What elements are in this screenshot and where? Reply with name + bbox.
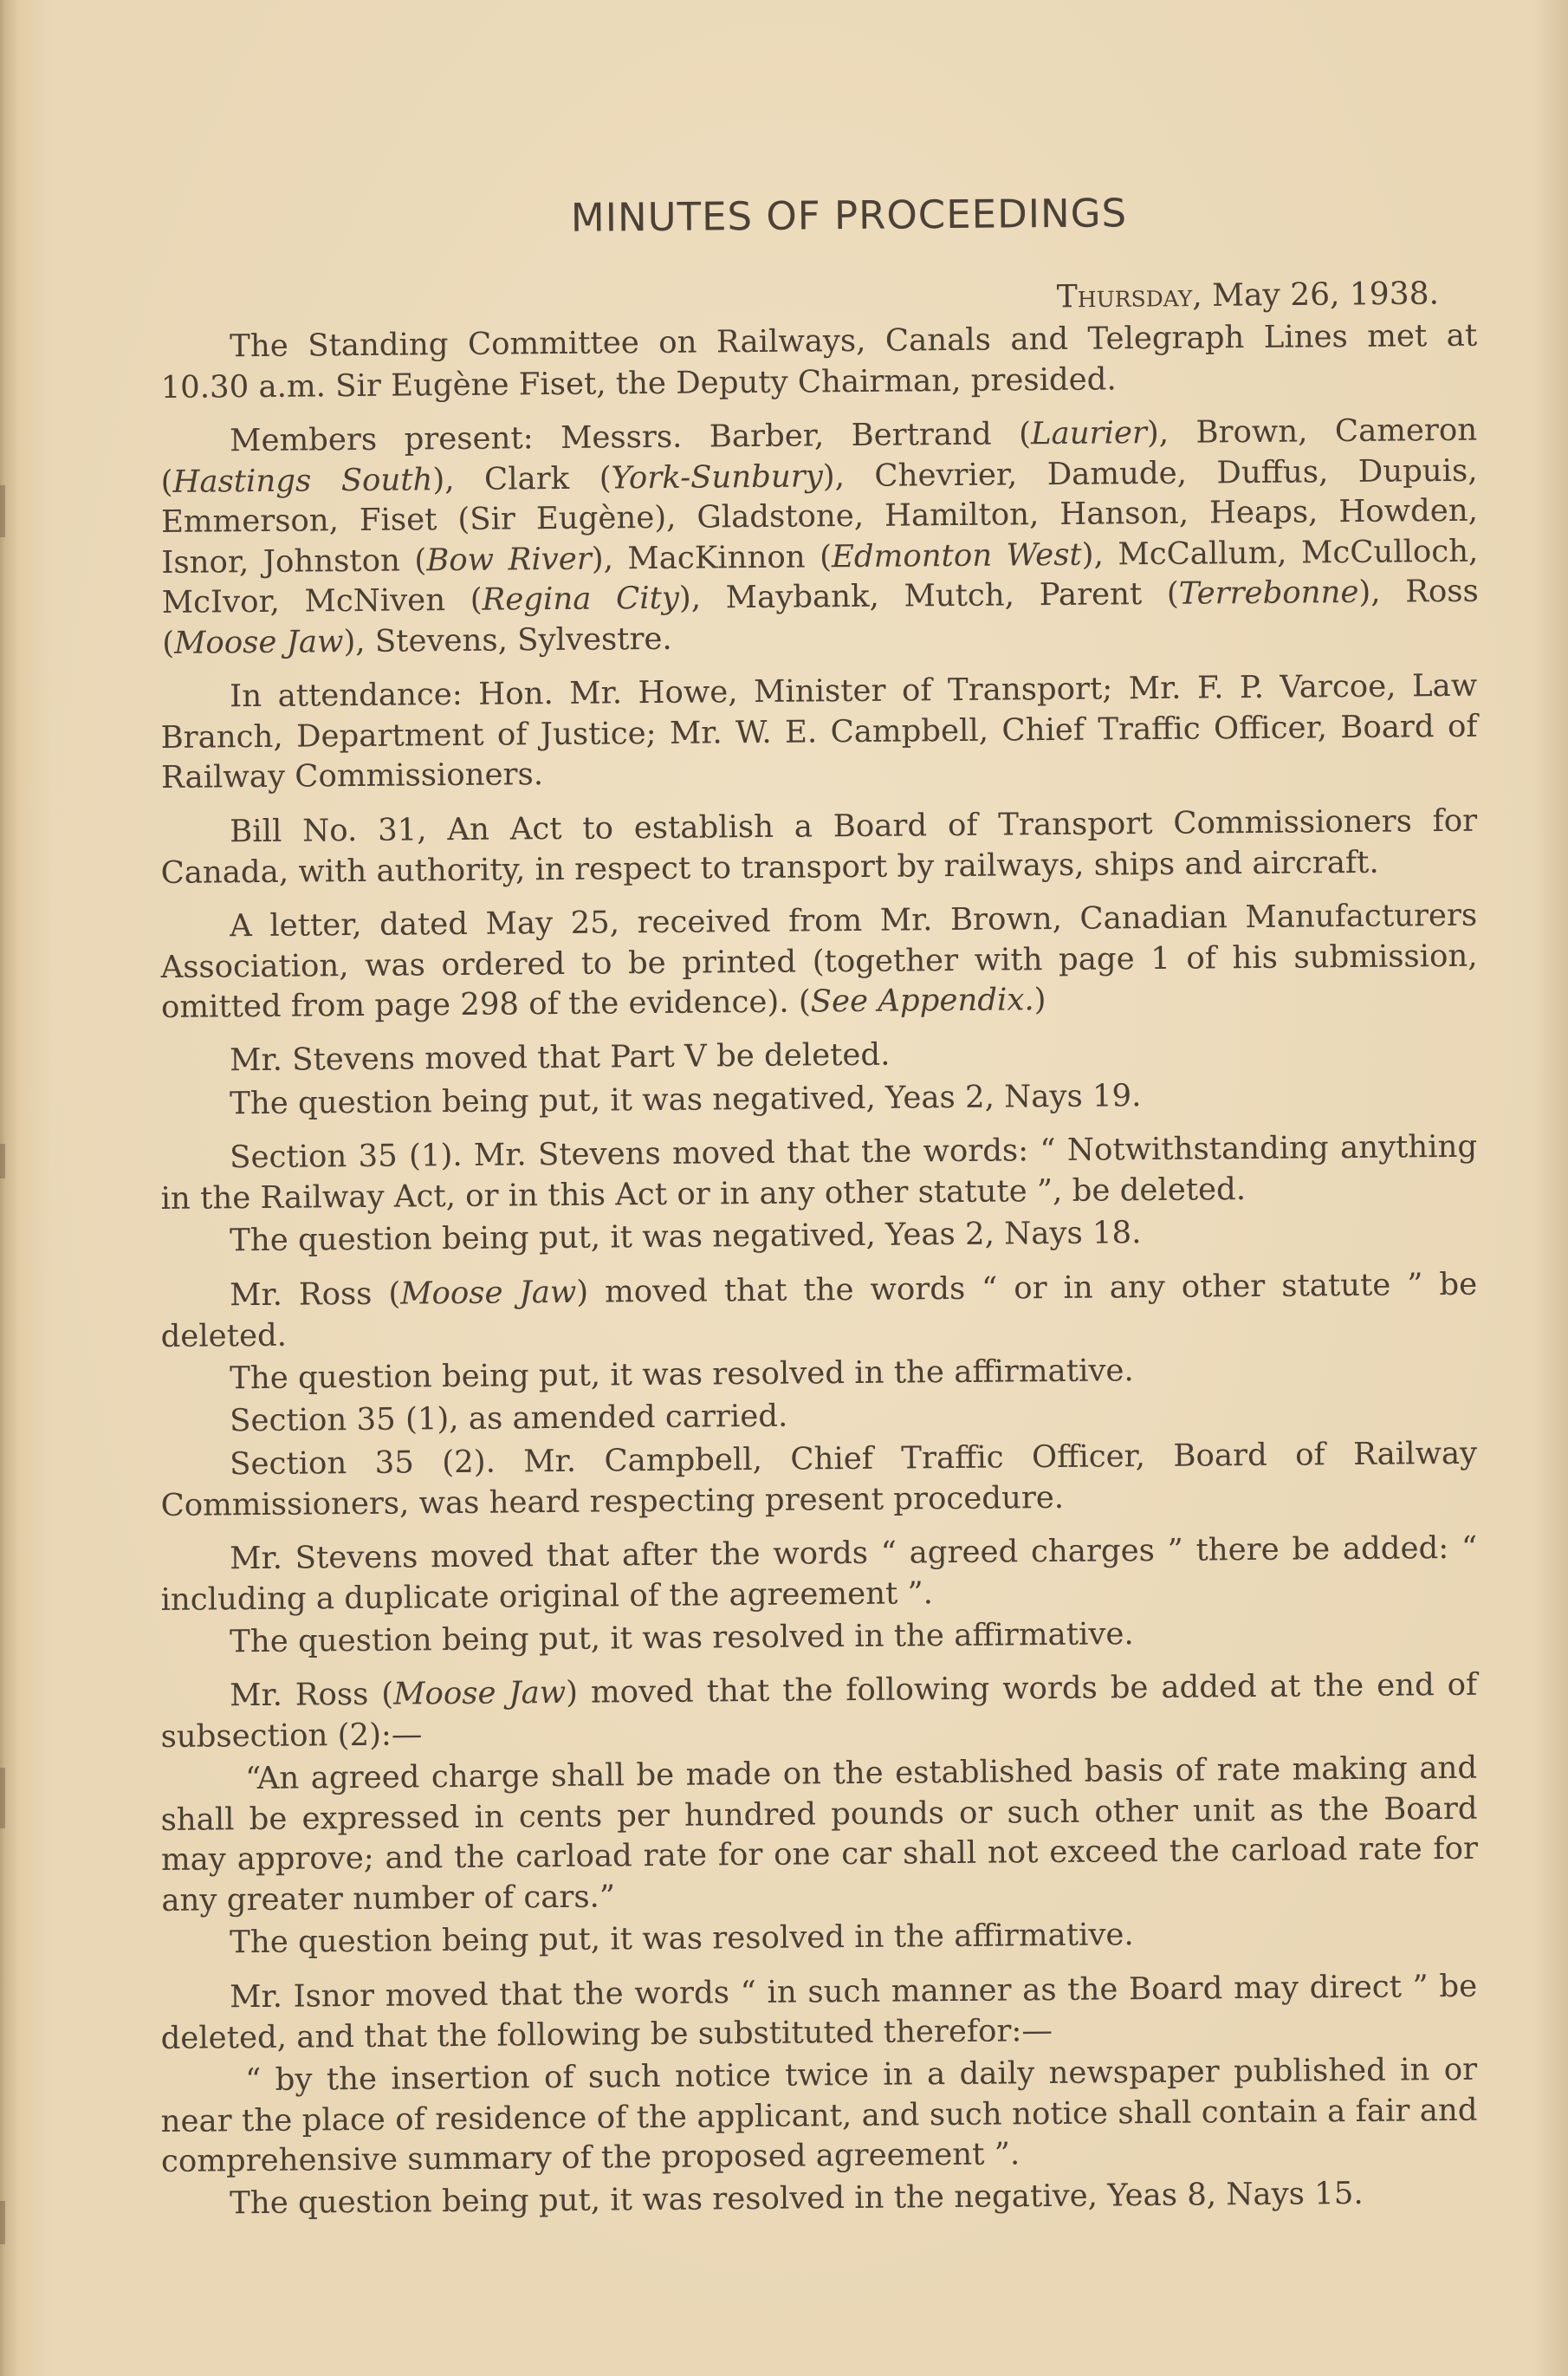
paragraph-motion: Mr. Ross (Moose Jaw) moved that the following words be added at the end of subsection (2):—: [160, 1666, 1478, 1755]
paragraph-vote-result: The question being put, it was resolved in the affirmative.: [230, 1917, 1134, 1961]
paragraph-motion: Mr. Stevens moved that Part V be deleted.: [230, 1036, 891, 1079]
page-title: MINUTES OF PROCEEDINGS: [570, 190, 1128, 241]
paragraph-quoted-amendment: “ by the insertion of such notice twice in a daily newspaper published in or near the place of residence of the applicant, and such notice shall contain a fair and comprehensive summary of the proposed agreement ”.: [160, 2051, 1478, 2179]
dateline-weekday: Thursday: [1056, 278, 1193, 315]
paragraph-meeting-opened: The Standing Committee on Railways, Canals and Telegraph Lines met at 10.30 a.m. Sir Eugène Fiset, the Deputy Chairman, presided.: [160, 317, 1478, 406]
dateline: [160, 276, 1439, 323]
page-edge-mark: [0, 1144, 5, 1178]
paragraph-vote-result: The question being put, it was resolved in the affirmative.: [230, 1615, 1134, 1659]
paragraph-motion: Section 35 (1). Mr. Stevens moved that the words: “ Notwithstanding anything in the Railway Act, or in this Act or in any other statute ”, be deleted.: [160, 1128, 1478, 1217]
minutes-body: [160, 317, 1479, 2225]
dateline-date: , May 26, 1938.: [1192, 276, 1440, 315]
paragraph-motion: Mr. Stevens moved that after the words “ agreed charges ” there be added: “ including a duplicate original of the agreement ”.: [160, 1529, 1478, 1617]
paragraph-letter: A letter, dated May 25, received from Mr. Brown, Canadian Manufacturers Association, was ordered to be printed (together with page 1 of his submission, omitted from page 298 of the evidence). (See Appendix.): [160, 897, 1478, 1025]
paragraph-in-attendance: In attendance: Hon. Mr. Howe, Minister of Transport; Mr. F. P. Varcoe, Law Branch, Department of Justice; Mr. W. E. Campbell, Chief Traffic Officer, Board of Railway Commissioners.: [160, 667, 1478, 795]
page-edge-mark: [0, 485, 5, 537]
paragraph-members-present: Members present: Messrs. Barber, Bertrand (Laurier), Brown, Cameron (Hastings South), Clark (York-Sunbury), Chevrier, Damude, Duffus, Dupuis, Emmerson, Fiset (Sir Eugène), Gladstone, Hamilton, Hanson, Heaps, Howden, Isnor, Johnston (Bow River), MacKinnon (Edmonton West), McCallum, McCulloch, McIvor, McNiven (Regina City), Maybank, Mutch, Parent (Terrebonne), Ross (Moose Jaw), Stevens, Sylvestre.: [160, 412, 1479, 661]
paragraph-motion: Mr. Isnor moved that the words “ in such manner as the Board may direct ” be deleted, and that the following be substituted therefor:—: [160, 1968, 1478, 2055]
page-edge-mark: [0, 2201, 5, 2244]
paragraph-vote-result: The question being put, it was resolved in the affirmative.: [230, 1352, 1134, 1396]
paragraph-vote-result: The question being put, it was negatived, Yeas 2, Nays 19.: [230, 1077, 1142, 1121]
paragraph-motion: Mr. Ross (Moose Jaw) moved that the words “ or in any other statute ” be deleted.: [160, 1266, 1478, 1354]
paragraph-section-heard: Section 35 (2). Mr. Campbell, Chief Traffic Officer, Board of Railway Commissioners, was heard respecting present procedure.: [160, 1435, 1478, 1522]
page-edge-mark: [0, 1768, 5, 1828]
paragraph-vote-result: The question being put, it was negatived, Yeas 2, Nays 18.: [230, 1215, 1142, 1259]
document-page: [160, 182, 1477, 2239]
paragraph-quoted-amendment: “An agreed charge shall be made on the established basis of rate making and shall be expressed in cents per hundred pounds or such other unit as the Board may approve; and the carload rate for one car shall not exceed the carload rate for any greater number of cars.”: [160, 1750, 1479, 1918]
paragraph-section-carried: Section 35 (1), as amended carried.: [230, 1398, 788, 1439]
paragraph-vote-result: The question being put, it was resolved in the negative, Yeas 8, Nays 15.: [230, 2175, 1364, 2222]
paragraph-bill: Bill No. 31, An Act to establish a Board of Transport Commissioners for Canada, with authority, in respect to transport by railways, ships and aircraft.: [160, 802, 1478, 890]
